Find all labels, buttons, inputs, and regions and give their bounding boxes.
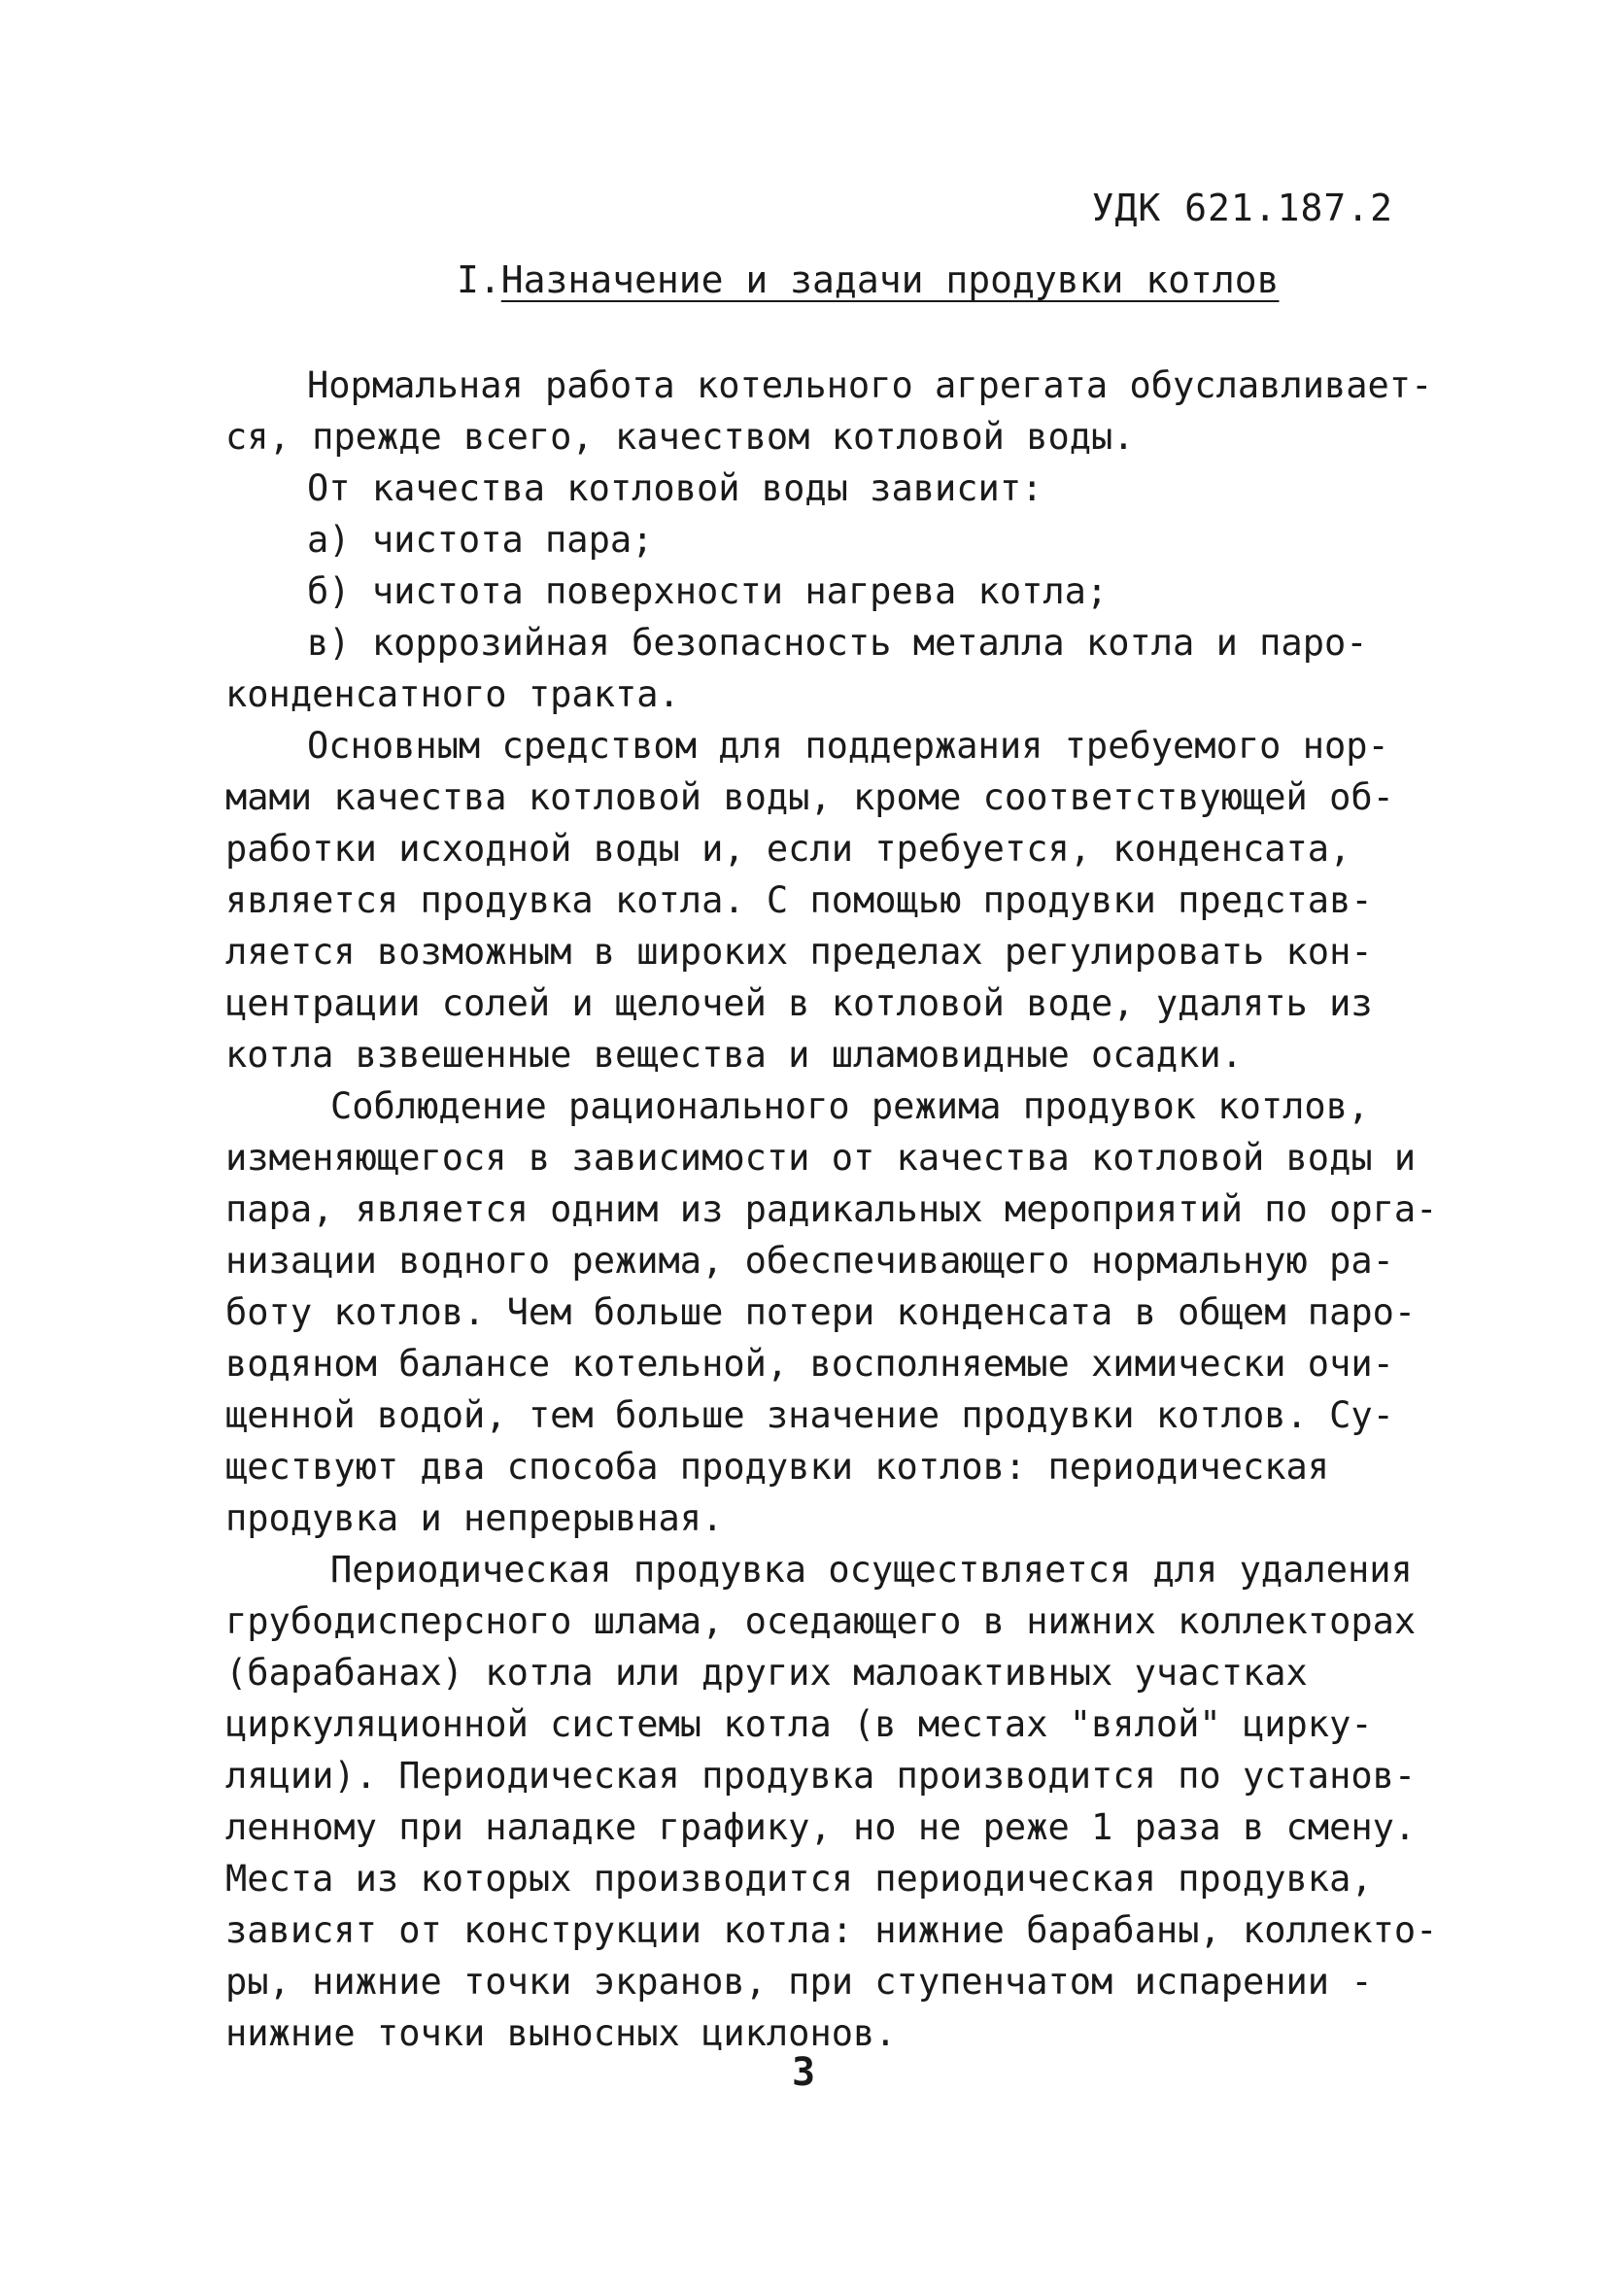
- text-line: Соблюдение рационального режима продувок котлов,: [330, 1085, 1370, 1127]
- text-line: ществуют два способа продувки котлов: периодическая: [225, 1446, 1330, 1488]
- text-line: щенной водой, тем больше значение продувки котлов. Су-: [225, 1394, 1394, 1436]
- section-number: I.: [457, 258, 501, 301]
- section-heading: [457, 258, 1280, 301]
- text-line: ся, прежде всего, качеством котловой воды.: [225, 416, 1135, 458]
- text-line: пара, является одним из радикальных мероприятий по орга-: [225, 1188, 1438, 1230]
- text-line: От качества котловой воды зависит:: [307, 467, 1043, 509]
- text-line: водяном балансе котельной, восполняемые химически очи-: [225, 1343, 1394, 1385]
- udc-code: УДК 621.187.2: [1091, 187, 1393, 229]
- text-line: грубодисперсного шлама, оседающего в нижних коллекторах: [225, 1600, 1417, 1642]
- text-line: конденсатного тракта.: [225, 673, 680, 715]
- section-title: Назначение и задачи продувки котлов: [500, 258, 1280, 301]
- text-line: ляции). Периодическая продувка производится по установ-: [225, 1755, 1417, 1797]
- text-line: ры, нижние точки экранов, при ступенчатом испарении -: [225, 1961, 1373, 2003]
- text-line: работки исходной воды и, если требуется, конденсата,: [225, 828, 1351, 870]
- text-line: нижние точки выносных циклонов.: [225, 2012, 897, 2054]
- text-line: Основным средством для поддержания требуемого нор-: [307, 725, 1389, 767]
- text-line: ляется возможным в широких пределах регулировать кон-: [225, 931, 1373, 973]
- text-line: продувка и непрерывная.: [225, 1497, 724, 1539]
- text-line: б) чистота поверхности нагрева котла;: [307, 570, 1109, 612]
- text-line: является продувка котла. С помощью продувки представ-: [225, 879, 1373, 921]
- text-line: циркуляционной системы котла (в местах "вялой" цирку-: [225, 1703, 1373, 1745]
- text-line: Периодическая продувка осуществляется для удаления: [330, 1549, 1413, 1591]
- text-line: низации водного режима, обеспечивающего нормальную ра-: [225, 1240, 1394, 1282]
- text-line: а) чистота пара;: [307, 519, 654, 561]
- text-line: Места из которых производится периодическая продувка,: [225, 1858, 1373, 1900]
- text-line: боту котлов. Чем больше потери конденсата в общем паро-: [225, 1291, 1417, 1333]
- text-line: изменяющегося в зависимости от качества котловой воды и: [225, 1137, 1417, 1179]
- text-line: зависят от конструкции котла: нижние барабаны, коллекто-: [225, 1909, 1438, 1951]
- text-line: (барабанах) котла или других малоактивных участках: [225, 1652, 1308, 1694]
- text-line: в) коррозийная безопасность металла котла и паро-: [307, 622, 1368, 664]
- text-line: Нормальная работа котельного агрегата обуславливает-: [307, 364, 1433, 406]
- text-line: ленному при наладке графику, но не реже 1 раза в смену.: [225, 1806, 1417, 1848]
- text-line: котла взвешенные вещества и шламовидные осадки.: [225, 1034, 1243, 1076]
- body-text: [225, 360, 1438, 2059]
- page-number: 3: [791, 2050, 816, 2095]
- text-line: мами качества котловой воды, кроме соответствующей об-: [225, 776, 1394, 818]
- text-line: центрации солей и щелочей в котловой воде, удалять из: [225, 982, 1373, 1024]
